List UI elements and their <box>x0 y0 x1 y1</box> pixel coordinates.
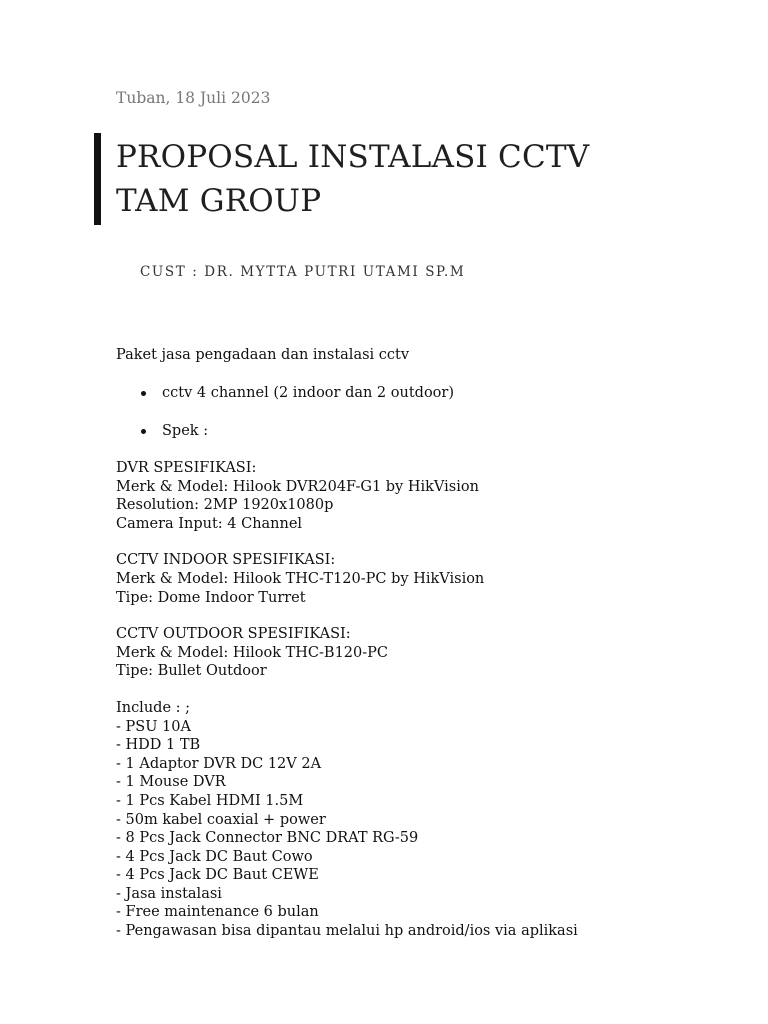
section-heading: DVR SPESIFIKASI: <box>116 460 257 476</box>
spec-line: Resolution: 2MP 1920x1080p <box>116 497 334 514</box>
indoor-spec-section <box>116 551 736 607</box>
section-heading: Include : ; <box>116 699 191 716</box>
include-item: - Pengawasan bisa dipantau melalui hp android/ios via aplikasi <box>116 923 578 940</box>
bullet-icon <box>141 391 146 396</box>
include-item: - 8 Pcs Jack Connector BNC DRAT RG-59 <box>116 830 419 847</box>
include-item: - 1 Mouse DVR <box>116 774 226 791</box>
bullet-text: cctv 4 channel (2 indoor dan 2 outdoor) <box>162 385 454 401</box>
bullet-list <box>116 384 736 441</box>
title-line-1: PROPOSAL INSTALASI CCTV <box>116 139 590 175</box>
spec-line: Tipe: Dome Indoor Turret <box>116 589 306 606</box>
section-heading: CCTV OUTDOOR SPESIFIKASI: <box>116 626 351 643</box>
spec-line: Merk & Model: Hilook THC-B120-PC <box>116 644 389 661</box>
customer-name: CUST : DR. MYTTA PUTRI UTAMI SP.M <box>140 264 466 280</box>
document-body <box>116 346 736 941</box>
outdoor-spec-section <box>116 625 736 681</box>
document-date: Tuban, 18 Juli 2023 <box>116 89 271 107</box>
includes-section <box>116 699 736 941</box>
title-accent-bar <box>94 133 101 225</box>
title-line-2: TAM GROUP <box>116 183 322 219</box>
include-item: - HDD 1 TB <box>116 737 201 754</box>
include-item: - 4 Pcs Jack DC Baut Cowo <box>116 848 313 865</box>
include-item: - PSU 10A <box>116 718 191 735</box>
include-item: - 1 Pcs Kabel HDMI 1.5M <box>116 792 304 809</box>
bullet-icon <box>141 429 146 434</box>
spec-line: Tipe: Bullet Outdoor <box>116 663 267 680</box>
spec-line: Merk & Model: Hilook THC-T120-PC by HikVision <box>116 570 485 587</box>
intro-text: Paket jasa pengadaan dan instalasi cctv <box>116 347 410 363</box>
include-item: - 50m kabel coaxial + power <box>116 811 326 828</box>
section-heading: CCTV INDOOR SPESIFIKASI: <box>116 552 336 569</box>
list-item <box>116 384 736 403</box>
spec-line: Merk & Model: Hilook DVR204F-G1 by HikVision <box>116 478 479 495</box>
include-item: - Free maintenance 6 bulan <box>116 904 319 921</box>
bullet-text: Spek : <box>162 423 209 439</box>
list-item <box>116 422 736 441</box>
spec-line: Camera Input: 4 Channel <box>116 515 303 532</box>
include-item: - 4 Pcs Jack DC Baut CEWE <box>116 867 319 884</box>
include-item: - Jasa instalasi <box>116 885 222 902</box>
document-title <box>116 135 589 223</box>
include-item: - 1 Adaptor DVR DC 12V 2A <box>116 755 322 772</box>
dvr-spec-section <box>116 459 736 533</box>
